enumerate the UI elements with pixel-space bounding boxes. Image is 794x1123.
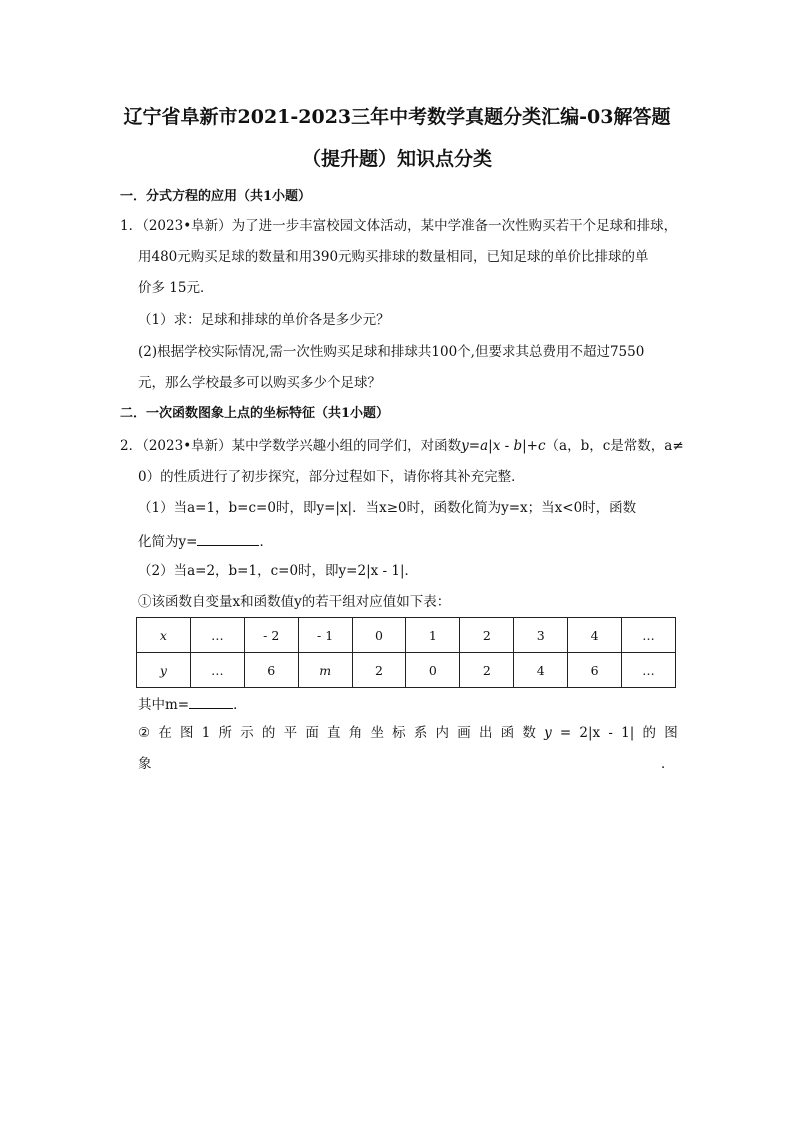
table-cell: x bbox=[137, 618, 191, 653]
justified-char: y bbox=[544, 725, 552, 741]
answer-blank-1 bbox=[197, 533, 259, 546]
table-cell: - 2 bbox=[244, 618, 298, 653]
q2-part2-sub1: ①该函数自变量x和函数值y的若干组对应值如下表： bbox=[138, 594, 451, 610]
section-heading-2: 二．一次函数图象上点的坐标特征（共1小题） bbox=[120, 406, 390, 421]
q2-part2-sub2-line2: 象 bbox=[138, 756, 152, 772]
table-cell: … bbox=[190, 653, 244, 688]
justified-char: 平 bbox=[283, 725, 298, 741]
m-label: 其中m= bbox=[138, 697, 190, 713]
table-cell: 3 bbox=[514, 618, 568, 653]
justified-char: 示 bbox=[240, 725, 254, 741]
q2-part2: （2）当a=2，b=1，c=0时，即y=2|x - 1|． bbox=[138, 563, 419, 579]
q2-line1-text-a: 2．（2023•阜新）某中学数学兴趣小组的同学们，对函数 bbox=[120, 438, 462, 454]
justified-char: 画 bbox=[457, 725, 471, 741]
table-row bbox=[137, 653, 676, 688]
justified-char: 标 bbox=[392, 725, 406, 741]
justified-char: 1| bbox=[621, 725, 635, 741]
justified-char: 出 bbox=[478, 725, 493, 741]
justified-char: 角 bbox=[348, 725, 363, 741]
table-cell: 4 bbox=[514, 653, 568, 688]
justified-char: 系 bbox=[413, 725, 428, 741]
justified-char: 2|x bbox=[579, 725, 601, 741]
q1-line2: 用480元购买足球的数量和用390元购买排球的数量相同，已知足球的单价比排球的单 bbox=[138, 249, 649, 265]
justified-char: 图 bbox=[664, 725, 678, 741]
table-cell: … bbox=[190, 618, 244, 653]
table-cell: 0 bbox=[406, 653, 460, 688]
justified-char: 直 bbox=[327, 725, 341, 741]
answer-blank-2 bbox=[189, 696, 233, 709]
q2-line1 bbox=[120, 440, 684, 454]
justified-char: 的 bbox=[261, 725, 276, 741]
table-cell: … bbox=[622, 653, 676, 688]
q2-function-expression: y=a|x - b|+c bbox=[461, 438, 546, 454]
table-row bbox=[137, 618, 676, 653]
table-cell: 2 bbox=[460, 618, 514, 653]
justified-char: - bbox=[608, 725, 613, 741]
q1-line1: 1．（2023•阜新）为了进一步丰富校园文体活动，某中学准备一次性购买若干个足球和排球， bbox=[120, 218, 678, 234]
table-cell: y bbox=[137, 653, 191, 688]
table-cell: m bbox=[298, 653, 352, 688]
q2-part1-line2-text: 化简为y= bbox=[138, 534, 198, 550]
q2-line2: 0）的性质进行了初步探究，部分过程如下，请你将其补充完整． bbox=[138, 469, 525, 485]
table-cell: 6 bbox=[568, 653, 622, 688]
justified-char: 的 bbox=[642, 725, 656, 741]
value-table bbox=[136, 617, 676, 688]
justified-char: 数 bbox=[522, 725, 536, 741]
table-cell: 1 bbox=[406, 618, 460, 653]
q1-part2-line2: 元，那么学校最多可以购买多少个足球？ bbox=[138, 375, 381, 391]
justified-char: 图 bbox=[180, 725, 194, 741]
table-cell: 2 bbox=[460, 653, 514, 688]
q1-part1: （1）求：足球和排球的单价各是多少元？ bbox=[138, 312, 390, 328]
table-cell: 6 bbox=[244, 653, 298, 688]
justified-char: 在 bbox=[158, 725, 172, 741]
q2-part2-sub2-end: ． bbox=[661, 756, 675, 772]
table-cell: 2 bbox=[352, 653, 406, 688]
table-cell: … bbox=[622, 618, 676, 653]
justified-char: 坐 bbox=[370, 725, 384, 741]
table-cell: 4 bbox=[568, 618, 622, 653]
table-cell: - 1 bbox=[298, 618, 352, 653]
table-cell: 0 bbox=[352, 618, 406, 653]
m-end: ． bbox=[233, 697, 247, 713]
q2-part1-line1: （1）当a=1，b=c=0时，即y=|x|．当x≥0时，函数化简为y=x；当x<0时，函数 bbox=[138, 500, 637, 516]
q1-part2-line1: (2)根据学校实际情况,需一次性购买足球和排球共100个,但要求其总费用不超过7550 bbox=[138, 344, 645, 360]
q1-line3: 价多 15元． bbox=[138, 280, 214, 296]
document-title-line1: 辽宁省阜新市2021-2023三年中考数学真题分类汇编-03解答题 bbox=[123, 106, 671, 128]
q2-part1-line2 bbox=[138, 533, 273, 550]
justified-char: 1 bbox=[201, 725, 211, 741]
q2-line1-text-b: （a，b，c是常数，a≠ bbox=[545, 438, 684, 454]
justified-char: ② bbox=[138, 725, 151, 741]
section-heading-1: 一．分式方程的应用（共1小题） bbox=[120, 189, 312, 204]
justified-char: 所 bbox=[218, 725, 233, 741]
m-answer-line bbox=[138, 696, 247, 713]
q2-part1-line2-end: ． bbox=[259, 534, 273, 550]
document-title-line2: （提升题）知识点分类 bbox=[301, 148, 492, 170]
justified-char: 内 bbox=[435, 725, 450, 741]
justified-char: 函 bbox=[500, 725, 515, 741]
justified-char: 面 bbox=[305, 725, 319, 741]
q2-part2-sub2-line1 bbox=[138, 727, 678, 741]
justified-char: = bbox=[559, 725, 572, 741]
